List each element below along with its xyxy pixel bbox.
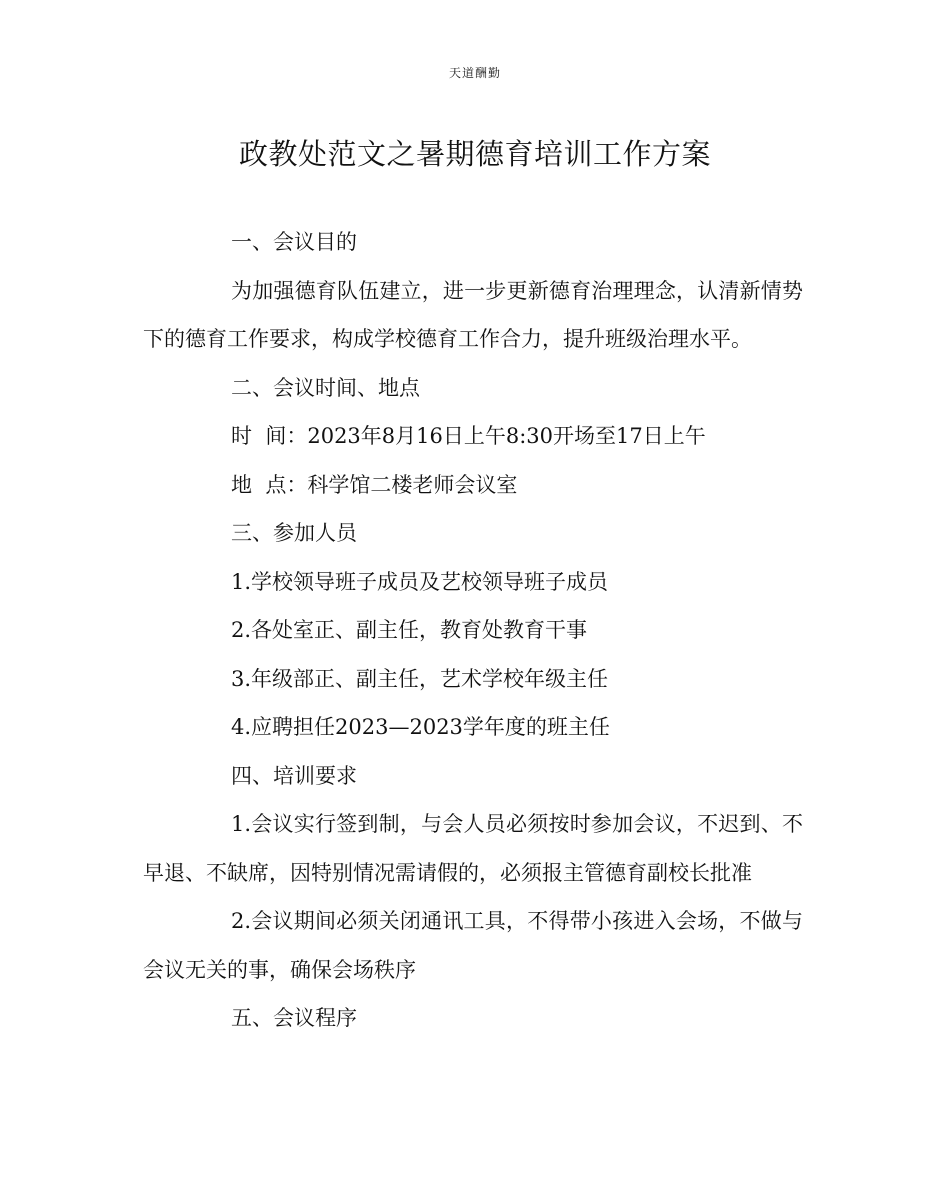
participant-item: 2.各处室正、副主任，教育处教育干事 xyxy=(231,618,588,642)
meeting-place: 地 点：科学馆二楼老师会议室 xyxy=(231,472,518,497)
requirement-item: 2.会议期间必须关闭通讯工具，不得带小孩进入会场，不做与会议无关的事，确保会场秩序 xyxy=(143,909,803,982)
participant-item: 4.应聘担任2023—2023学年度的班主任 xyxy=(231,715,610,739)
document-body xyxy=(143,218,803,1043)
requirement-item: 1.会议实行签到制，与会人员必须按时参加会议，不迟到、不早退、不缺席，因特别情况需请假的，必须报主管德育副校长批准 xyxy=(143,812,803,885)
section-heading-requirements: 四、培训要求 xyxy=(231,763,357,788)
document-title: 政教处范文之暑期德育培训工作方案 xyxy=(238,137,711,171)
participant-item: 1.学校领导班子成员及艺校领导班子成员 xyxy=(231,569,609,594)
meeting-time: 时 间：2023年8月16日上午8:30开场至17日上午 xyxy=(231,424,706,448)
section-heading-time-place: 二、会议时间、地点 xyxy=(231,375,420,400)
section-heading-procedure: 五、会议程序 xyxy=(231,1006,357,1030)
section-heading-participants: 三、参加人员 xyxy=(231,521,357,545)
section-heading-purpose: 一、会议目的 xyxy=(231,230,357,254)
participant-item: 3.年级部正、副主任，艺术学校年级主任 xyxy=(231,666,609,691)
page-header: 天道酬勤 xyxy=(448,66,501,80)
purpose-paragraph: 为加强德育队伍建立，进一步更新德育治理理念，认清新情势下的德育工作要求，构成学校德育工作合力，提升班级治理水平。 xyxy=(143,278,803,351)
